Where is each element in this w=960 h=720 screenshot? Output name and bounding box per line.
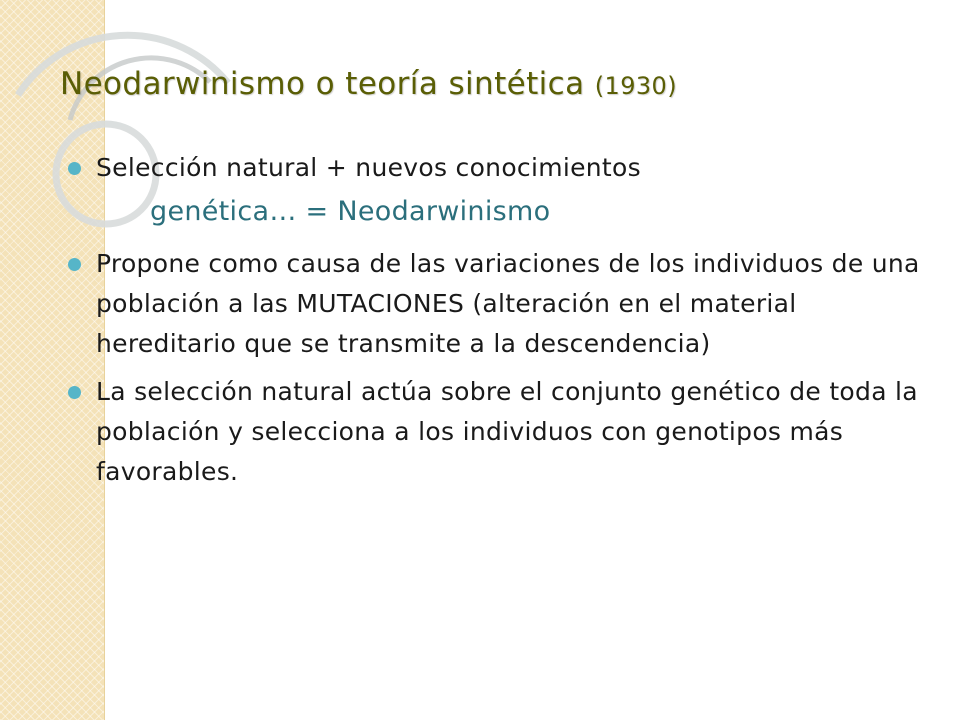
bullet-marker-icon [68,386,81,399]
slide-title-text: Neodarwinismo o teoría sintética [60,66,585,102]
bullet-item [68,244,928,364]
bullet-list [68,148,928,492]
bullet-text: La selección natural actúa sobre el conjunto genético de toda la población y selecciona a los individuos con genotipos más favorables. [96,377,918,486]
bullet-text: Propone como causa de las variaciones de los individuos de una población a las MUTACIONES (alteración en el material hereditario que se transmite a la descendencia) [96,249,920,358]
bullet-item [68,148,928,236]
bullet-marker-icon [68,162,81,175]
bullet-marker-icon [68,258,81,271]
bullet-item [68,372,928,492]
bullet-continuation: genética… = Neodarwinismo [150,196,551,227]
slide-title-year: (1930) [594,72,677,100]
bullet-text: Selección natural + nuevos conocimientos [96,153,641,182]
slide-title [60,66,677,102]
